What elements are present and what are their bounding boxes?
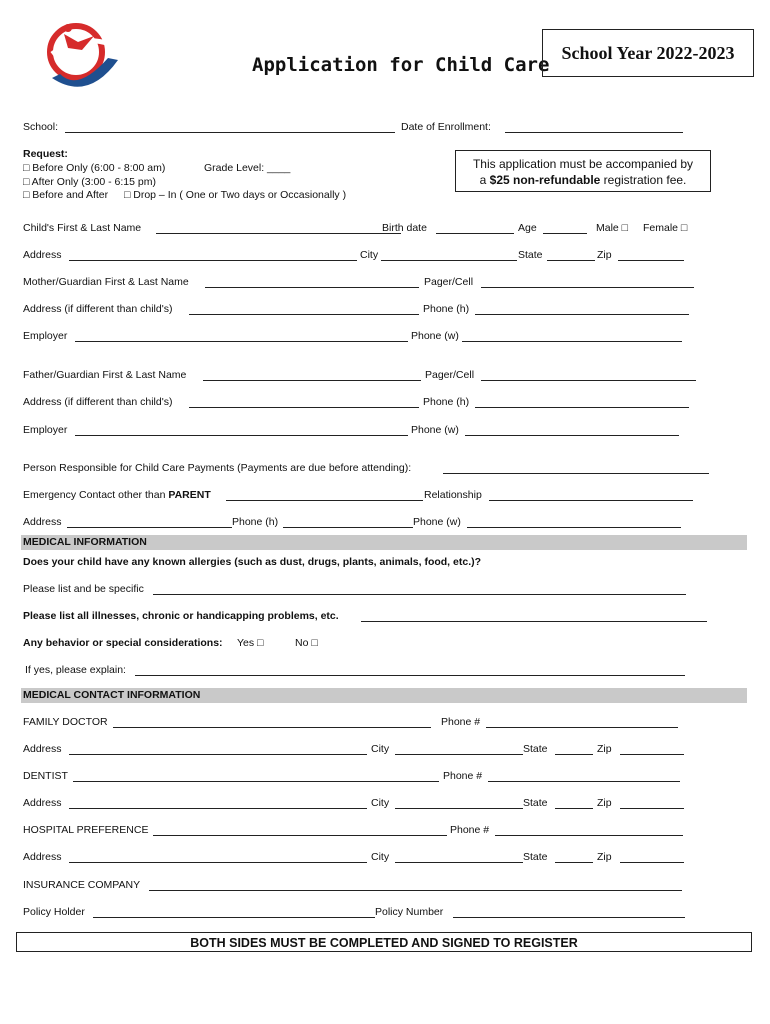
allergies-question: Does your child have any known allergies (such as dust, drugs, plants, animals, food, etc.)? [23,556,482,568]
mother-employer-row [23,330,710,344]
doctor-phone-label: Phone # [441,716,481,728]
fee-notice-line2: a $25 non-refundable registration fee. [479,173,687,187]
policy-number-field[interactable] [453,906,685,918]
emergency-field[interactable] [226,489,423,501]
doctor-field[interactable] [113,716,431,728]
emergency-phone-h-field[interactable] [283,516,413,528]
explain-label: If yes, please explain: [25,664,126,676]
dentist-phone-label: Phone # [443,770,483,782]
school-field[interactable] [65,121,395,133]
age-label: Age [518,222,537,234]
grade-level[interactable]: Grade Level: ____ [204,162,291,174]
dentist-zip-field[interactable] [620,797,684,809]
enrollment-field[interactable] [505,121,683,133]
child-city-field[interactable] [381,249,517,261]
hospital-row [23,824,710,838]
female-checkbox[interactable]: Female □ [643,222,688,234]
medical-contact-header: MEDICAL CONTACT INFORMATION [21,688,747,703]
emergency-label: Emergency Contact other than PARENT [23,489,211,501]
dentist-row [23,770,710,784]
mother-phone-w-field[interactable] [462,330,682,342]
mother-phone-h-field[interactable] [475,303,689,315]
child-state-field[interactable] [547,249,595,261]
dentist-phone-field[interactable] [488,770,680,782]
child-name-field[interactable] [156,222,401,234]
hospital-zip-label: Zip [597,851,612,863]
before-only-checkbox[interactable]: □ Before Only (6:00 - 8:00 am) [23,162,166,174]
father-phone-w-label: Phone (w) [411,424,459,436]
hospital-address-row [23,851,710,865]
mother-address-label: Address (if different than child's) [23,303,173,315]
hospital-address-field[interactable] [69,851,367,863]
behavior-no-checkbox[interactable]: No □ [295,637,318,649]
mother-address-field[interactable] [189,303,419,315]
emergency-address-row [23,516,710,530]
allergies-field[interactable] [153,583,686,595]
relationship-label: Relationship [424,489,482,501]
policy-number-label: Policy Number [375,906,444,918]
dentist-zip-label: Zip [597,797,612,809]
insurance-label: INSURANCE COMPANY [23,879,141,891]
dentist-city-field[interactable] [395,797,523,809]
hospital-label: HOSPITAL PREFERENCE [23,824,149,836]
doctor-zip-label: Zip [597,743,612,755]
age-field[interactable] [543,222,587,234]
behavior-label: Any behavior or special considerations: [23,637,223,649]
dentist-state-label: State [523,797,548,809]
doctor-address-field[interactable] [69,743,367,755]
explain-field[interactable] [135,664,685,676]
school-year-box: School Year 2022-2023 [542,29,754,77]
hospital-state-label: State [523,851,548,863]
dentist-city-label: City [371,797,390,809]
child-name-label: Child's First & Last Name [23,222,142,234]
birth-date-field[interactable] [436,222,514,234]
doctor-city-label: City [371,743,390,755]
dentist-field[interactable] [73,770,439,782]
doctor-phone-field[interactable] [486,716,678,728]
doctor-label: FAMILY DOCTOR [23,716,108,728]
hospital-city-label: City [371,851,390,863]
explain-row [25,664,710,678]
mother-phone-h-label: Phone (h) [423,303,470,315]
male-checkbox[interactable]: Male □ [596,222,629,234]
hospital-phone-label: Phone # [450,824,490,836]
medical-info-header: MEDICAL INFORMATION [21,535,747,550]
dentist-state-field[interactable] [555,797,593,809]
mother-name-row [23,276,710,290]
doctor-city-field[interactable] [395,743,523,755]
father-address-row [23,396,710,410]
child-address-field[interactable] [69,249,357,261]
mother-pager-field[interactable] [481,276,694,288]
father-pager-label: Pager/Cell [425,369,475,381]
insurance-field[interactable] [149,879,682,891]
hospital-zip-field[interactable] [620,851,684,863]
doctor-address-label: Address [23,743,62,755]
policy-holder-field[interactable] [93,906,375,918]
doctor-state-label: State [523,743,548,755]
school-row [23,121,710,135]
doctor-state-field[interactable] [555,743,593,755]
illnesses-label: Please list all illnesses, chronic or handicapping problems, etc. [23,610,339,622]
father-phone-w-field[interactable] [465,424,679,436]
payment-row [23,462,710,476]
school-label: School: [23,121,59,133]
fee-notice-line1: This application must be accompanied by [472,157,694,171]
mother-employer-label: Employer [23,330,68,342]
child-zip-label: Zip [597,249,612,261]
logo [38,14,124,94]
hospital-state-field[interactable] [555,851,593,863]
dentist-address-label: Address [23,797,62,809]
insurance-row [23,879,710,893]
father-employer-label: Employer [23,424,68,436]
enrollment-label: Date of Enrollment: [401,121,491,133]
father-employer-row [23,424,710,438]
child-name-row [23,222,710,236]
emergency-phone-h-label: Phone (h) [232,516,279,528]
father-phone-h-field[interactable] [475,396,689,408]
mother-pager-label: Pager/Cell [424,276,474,288]
payment-field[interactable] [443,462,709,474]
father-name-field[interactable] [203,369,421,381]
emergency-address-field[interactable] [67,516,232,528]
policy-row [23,906,710,920]
emergency-row [23,489,710,503]
doctor-row [23,716,710,730]
emergency-phone-w-label: Phone (w) [413,516,461,528]
doctor-zip-field[interactable] [620,743,684,755]
payment-label: Person Responsible for Child Care Payments (Payments are due before attending): [23,462,412,474]
drop-in-checkbox[interactable]: □ Drop – In ( One or Two days or Occasionally ) [124,189,347,201]
mother-employer-field[interactable] [75,330,408,342]
birth-date-label: Birth date [382,222,427,234]
before-after-checkbox[interactable]: □ Before and After [23,189,109,201]
request-heading: Request: [23,148,68,160]
child-state-label: State [518,249,543,261]
child-address-row [23,249,710,263]
behavior-yes-checkbox[interactable]: Yes □ [237,637,264,649]
dentist-label: DENTIST [23,770,68,782]
mother-name-label: Mother/Guardian First & Last Name [23,276,189,288]
father-address-label: Address (if different than child's) [23,396,173,408]
relationship-field[interactable] [489,489,693,501]
child-address-label: Address [23,249,62,261]
page-title: Application for Child Care [252,54,550,76]
hospital-phone-field[interactable] [495,824,683,836]
illnesses-row [23,610,710,624]
father-address-field[interactable] [189,396,419,408]
emergency-address-label: Address [23,516,62,528]
policy-holder-label: Policy Holder [23,906,85,918]
child-city-label: City [360,249,379,261]
dentist-address-row [23,797,710,811]
father-name-label: Father/Guardian First & Last Name [23,369,187,381]
mother-address-row [23,303,710,317]
dentist-address-field[interactable] [69,797,367,809]
emergency-phone-w-field[interactable] [467,516,681,528]
father-pager-field[interactable] [481,369,696,381]
mother-name-field[interactable] [205,276,419,288]
specific-row [23,583,710,597]
child-zip-field[interactable] [618,249,684,261]
behavior-row [23,637,710,651]
specific-label: Please list and be specific [23,583,144,595]
father-employer-field[interactable] [75,424,408,436]
hospital-address-label: Address [23,851,62,863]
mother-phone-w-label: Phone (w) [411,330,459,342]
hospital-city-field[interactable] [395,851,523,863]
after-only-checkbox[interactable]: □ After Only (3:00 - 6:15 pm) [23,176,156,188]
hospital-field[interactable] [153,824,447,836]
father-phone-h-label: Phone (h) [423,396,470,408]
illnesses-field[interactable] [361,610,707,622]
fee-notice [455,150,711,192]
doctor-address-row [23,743,710,757]
father-name-row [23,369,710,383]
footer-notice: BOTH SIDES MUST BE COMPLETED AND SIGNED TO REGISTER [16,932,752,952]
